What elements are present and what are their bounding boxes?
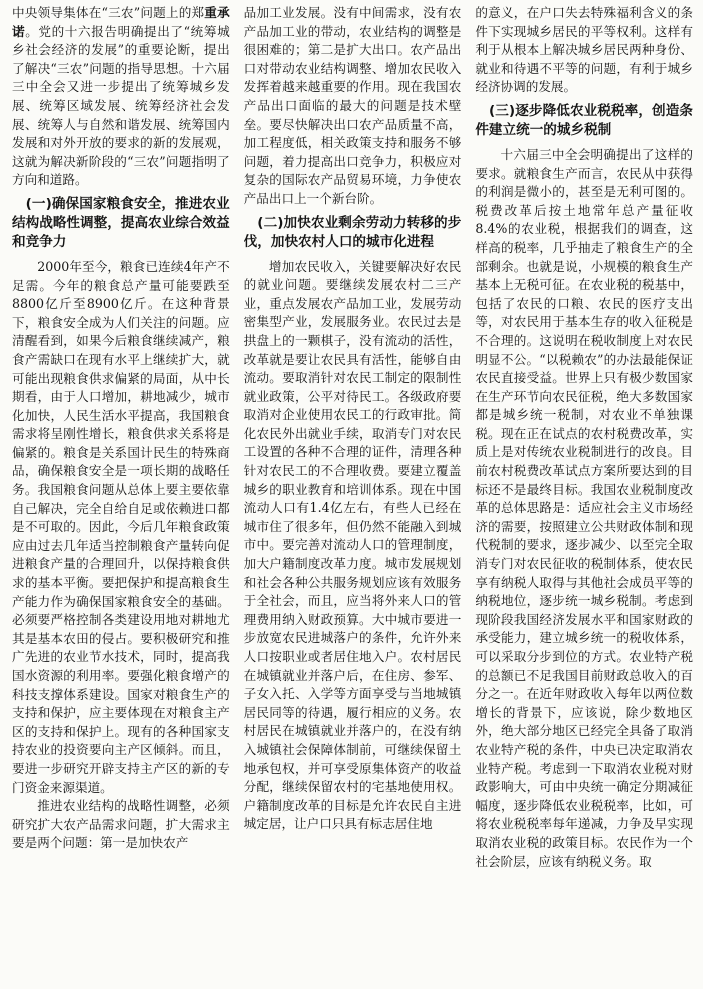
text-run: 中央领导集体在“三农”问题上的郑	[12, 5, 205, 20]
section-heading: (三)逐步降低农业税税率，创造条件建立统一的城乡税制	[475, 102, 694, 138]
body-paragraph	[475, 4, 693, 97]
text-column-2	[244, 4, 462, 983]
body-paragraph	[12, 4, 230, 190]
text-run: 十六届三中全会明确提出了这样的要求。就粮食生产而言，农民从中获得的利润是微小的，甚至是无利可图的。税费改革后按土地常年总产量征收8.4%的农业税，根据我们的调查，这样高的税率，几乎抽走了粮食生产的全部剩余。也就是说，小规模的粮食生产基本上无税可征。在农业税的税基中，包括了农民的口粮、农民的医疗支出等，对农民用于基本生存的收入征税是不合理的。这说明在税收制度上对农民明显不公。“以税赖农”的办法最能保证农民直接受益。世界上只有极少数国家在生产环节向农民征税，绝大多数国家都是城乡统一税制，对农业不单独课税。现在正在试点的农村税费改革，实质上是对传统农业税制进行的改良。目前农村税费改革试点方案所要达到的目标还不是最终目标。我国农业税制度改革的总体思路是：适应社会主义市场经济的需要，按照建立公共财政体制和现代税制的要求，逐步减少、以至完全取消专门对农民征收的税制体系，使农民享有纳税人取得与其他社会成员平等的纳税地位，逐步统一城乡税制。考虑到现阶段我国经济发展水平和国家财政的承受能力，建立城乡统一的税收体系，可以采取分步到位的方式。农业特产税的总额已不足我国目前财政总收入的百分之一。在近年财政收入每年以两位数增长的背景下，应该说，除少数地区外，绝大部分地区已经完全具备了取消农业特产税的条件，中央已决定取消农业特产税。考虑到一下取消农业税对财政影响大，可由中央统一确定分期减征幅度，逐步降低农业税税率，比如，可将农业税税率每年递减，力争及早实现取消农业税的政策目标。农民作为一个社会阶层，应该有纳税义务。取	[475, 146, 694, 869]
text-run: 2000年至今，粮食已连续4年产不足需。今年的粮食总产量可能要跌至8800亿斤至8900亿斤。在这种背景下，粮食安全成为人们关注的问题。应清醒看到，如果今后粮食继续减产，粮食产需缺口在现有水平上继续扩大，就可能出现粮食供求偏紧的局面，从中长期看，由于人口增加，耕地减少，城市化加快，人民生活水平提高，我国粮食需求将呈刚性增长，粮食供求关系将是偏紧的。粮食是关系国计民生的特殊商品，确保粮食安全是一项长期的战略任务。我国粮食问题从总体上要主要依靠自己解决，完全自给自足或依赖进口都是不可取的。因此，今后几年粮食政策应由过去几年适当控制粮食产量转向促进粮食产量的合理回升，以保持粮食供求的基本平衡。要把保护和提高粮食生产能力作为确保国家粮食安全的基础。必须要严格控制各类建设用地对耕地尤其是基本农田的侵占。要积极研究和推广先进的农业节水技术，同时，提高我国水资源的利用率。要强化粮食增产的科技支撑体系建设。国家对粮食生产的支持和保护，应主要体现在对粮食主产区的支持和保护上。现有的各种国家支持农业的投资要向主产区倾斜。而且，要进一步研究开辟支持主产区的新的专门资金来源渠道。	[12, 258, 230, 795]
section-heading: (二)加快农业剩余劳动力转移的步伐，加快农村人口的城市化进程	[243, 214, 462, 250]
text-column-3	[475, 4, 693, 983]
section-heading: (一)确保国家粮食安全，推进农业结构战略性调整，提高农业综合效益和竞争力	[12, 195, 230, 250]
body-paragraph	[12, 797, 230, 853]
bold-text-run: 重承诺	[12, 5, 230, 39]
text-column-1	[12, 4, 230, 983]
text-run: 。党的十六报告明确提出了“统筹城乡社会经济的发展”的重要论断，提出了解决“三农”问题的指导思想。十六届三中全会又进一步提出了统筹城乡发展、统筹区域发展、统筹经济社会发展、统筹人与自然和谐发展、统筹国内发展和对外开放的要求的新的发展观，这就为解决新阶段的“三农”问题指明了方向和道路。	[12, 23, 230, 188]
text-run: 推进农业结构的战略性调整，必须研究扩大农产品需求问题，扩大需求主要是两个问题：第一是加快农产	[12, 798, 230, 851]
body-paragraph	[244, 4, 462, 209]
body-paragraph	[12, 258, 230, 797]
text-run: 增加农民收入，关键要解决好农民的就业问题。要继续发展农村二三产业，重点发展农产品加工业，发展劳动密集型产业，发展服务业。农民过去是拱盘上的一颗棋子，没有流动的活性，改革就是要让农民具有活性，能够自由流动。要取消针对农民工制定的限制性就业政策，公平对待民工。各级政府要取消对企业使用农民工的行政审批。简化农民外出就业手续，取消专门对农民工设置的各种不合理的证件，清理各种针对农民工的不合理收费。要建立覆盖城乡的职业教育和培训体系。现在中国流动人口有1.4亿左右，有些人已经在城市住了很多年，但仍然不能融入到城市中。要完善对流动人口的管理制度，加大户籍制度改革力度。城市发展规划和社会各种公共服务规划应该有效服务于全社会，而且，应当将外来人口的管理费用纳入财政预算。大中城市要进一步放宽农民进城落户的条件，允许外来人口按职业或者居住地入户。农村居民在城镇就业并落户后，在住房、参军、子女入托、入学等方面享受与当地城镇居民同等的待遇，履行相应的义务。农村居民在城镇就业并落户的，在没有纳入城镇社会保障体制前，可继续保留土地承包权，并可享受原集体资产的收益分配，继续保留农村的宅基地使用权。户籍制度改革的目标是允许农民自主进城定居，让户口只具有标志居住地	[243, 258, 462, 832]
body-paragraph	[244, 258, 462, 834]
text-run: 品加工业发展。没有中间需求，没有农产品加工业的带动，农业结构的调整是很困难的；第二是扩大出口。农产品出口对带动农业结构调整、增加农民收入发挥着越来越重要的作用。现在我国农产品出口面临的最大的问题是技术壁垒。要尽快解决出口农产品质量不高，加工程度低，相关政策支持和服务不够问题，着力提高出口竞争力，积极应对复杂的国际农产品贸易环境，力争使农产品出口上一个新台阶。	[243, 5, 462, 206]
body-paragraph	[475, 146, 693, 871]
text-run: 的意义，在户口失去特殊福利含义的条件下实现城乡居民的平等权利。这样有利于从根本上解决城乡居民两种身份、就业和待遇不平等的问题，有利于城乡经济协调的发展。	[475, 5, 694, 95]
